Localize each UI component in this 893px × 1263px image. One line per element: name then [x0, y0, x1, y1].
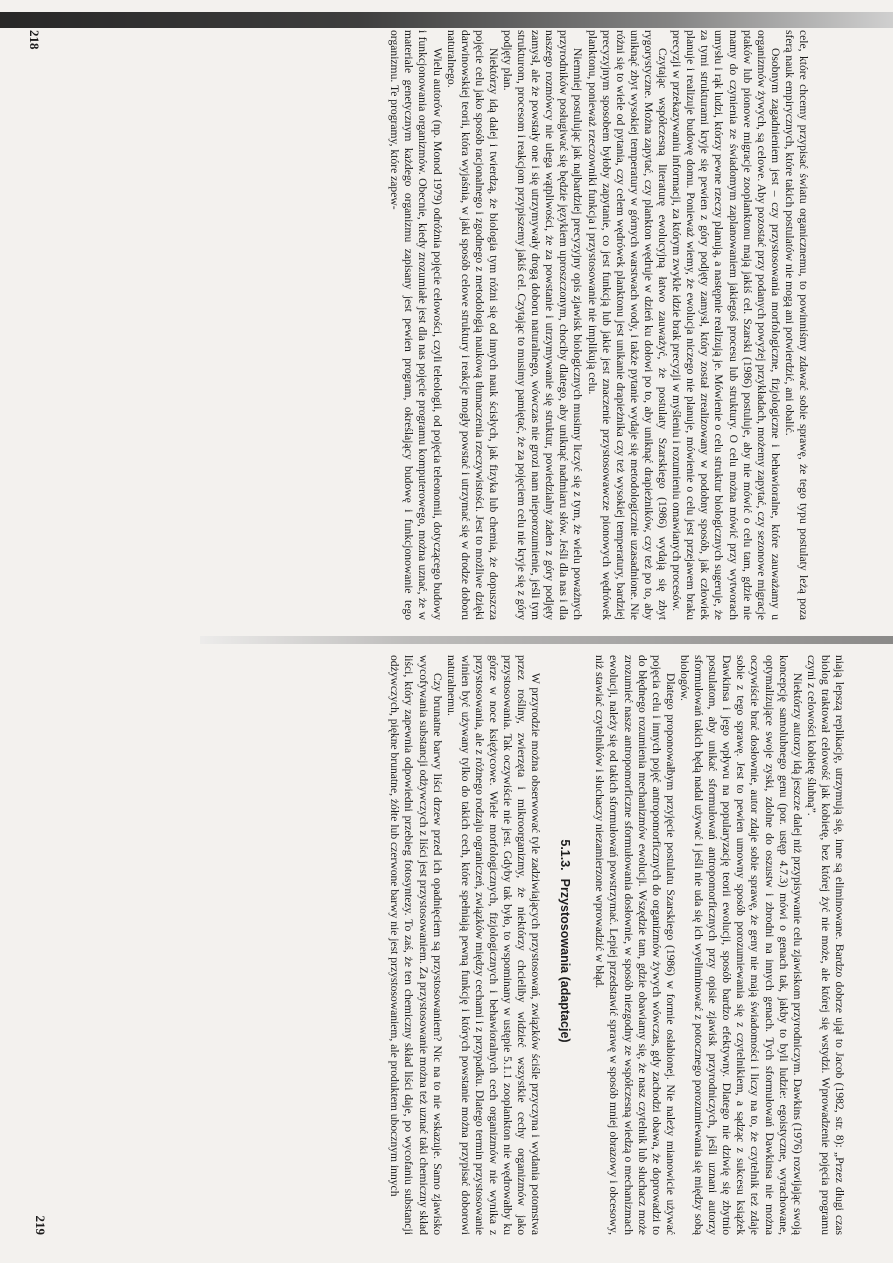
page-219	[33, 655, 846, 1235]
section-title: Przystosowania (adaptacje)	[558, 878, 573, 1043]
page-number: 219	[33, 1215, 48, 1235]
paragraph: niają lepszą replikację, utrzymują się, inne są eliminowane. Bardzo dobrze ujął to Jacob (1982, str. 8): „Przez długi czas biolog traktował celowość jak kobietę, bez której żyć nie może, ale której się wstydzi. Wprowadzenie pojęcia programu czyni z celowości kobietę ślubną”.	[804, 655, 846, 1235]
paragraph: Wielu autorów (np. Monod 1979) odróżnia pojęcie celowości, czyli teleologii, od pojęcia teleonomii, dotyczącego budowy i funkcjonowania organizmów. Obecnie, kiedy zrozumiałe jest dla nas pojęcie programu komputerowego, można uznać, że w materiale genetycznym każdego organizmu zapisany jest pewien program, określający budowę i funkcjonowanie tego organizmu. Te programy, które zapew-	[388, 30, 444, 620]
page-number: 218	[27, 30, 42, 50]
section-heading	[558, 655, 572, 1235]
paragraph: Czytając współczesną literaturę ewolucyjną łatwo zauważyć, że postulaty Szarskiego (1986) wydają się zbyt rygorystyczne. Można zapytać, czy plankton wędruje w dzień ku dołowi po to, aby uniknąć drapieżników, czy też po to, aby uniknąć zbyt wysokiej temperatury w górnych warstwach wody, i także pytanie wydaje się metodologicznie uzasadnione. Nie różni się to wiele od pytania, czy celem wędrówek planktonu jest unikanie drapieżnika czy też wysokiej temperatury, bardziej precyzyjnym sposobem byłoby zapytanie, co jest funkcją lub jakie jest znaczenie przystosowawcze pionowych wędrówek planktonu, ponieważ rzeczowniki funkcja i przystosowanie nie implikują celu.	[585, 30, 670, 620]
paragraph: Niektórzy autorzy idą jeszcze dalej niż przypisywanie celu zjawiskom przyrodniczym. Dawkins (1976) rozwijając swoją koncepcję samolubnego genu (por. ustęp 4.7.3) mówi o genach tak, jakby to byli ludzie: egoistyczne, wyrachowane, optymalizujące swoje zyski, zdolne do oszustw i zbrodni na innych genach. Tych sformułowań Dawkinsa nie można oczywiście brać dosłownie, autor zdaje sobie sprawę, że geny nie mają świadomości i liczy na to, że czytelnik też zdaje sobie z tego sprawę. Jest to pewien umowny sposób porozumiewania się z czytelnikiem, a sądząc z sukcesu książek Dawkinsa i jego wpływu na popularyzację teorii ewolucji, sposób bardzo efektywny. Dlatego nie dziwię się zbytnio postulatom, aby unikać sformułowań antropomorficznych przy opisie zjawisk przyrodniczych, jeśli uznani autorzy sformułowań takich będą nadal używać i jeśli nie uda się ich wyeliminować z potocznego porozumiewania się między sobą biologów.	[677, 655, 804, 1235]
paragraph: W przyrodzie można obserwować tyle zadziwiających przystosowań, związków ściśle przyczyna i wydania potomstwa przez rośliny, zwierzęta i mikroorganizmy, że niektórzy chcieliby widzieć wszystkie cechy organizmów jako przystosowania. Tak oczywiście nie jest. Gdyby tak było, to wspominany w ustępie 5.1.1 zooplankton nie wędrowałby ku górze w noce księżycowe. Wiele morfologicznych, fizjologicznych i behawioralnych cech organizmów nie wynika z przystosowania, ale z różnego rodzaju ograniczeń, związków między cechami i z przypadku. Dlatego termin przystosowanie winien być używany tylko do takich cech, które spełniają pewną funkcję i których powstanie można przypisać doborowi naturalnemu.	[444, 655, 543, 1235]
page-218	[27, 30, 810, 620]
paragraph: cele, które chcemy przypisać światu organicznemu, to powinniśmy zdawać sobie sprawę, że tego typu postulaty leżą poza sferą nauk empirycznych, które takich postulatów nie mogą ani potwierdzić, ani obalić.	[782, 30, 810, 620]
paragraph: Czy brunatne barwy liści drzew przed ich opadnięciem są przystosowaniem? Nic na to nie wskazuje. Samo zjawisko wycofywania substancji odżywczych z liści jest przystosowaniem. Za przystosowanie można też uznać taki chemiczny skład liści, który zapewnia odpowiedni przebieg fotosyntezy. To zaś, że ten chemiczny skład liści daje, po wycofaniu substancji odżywczych, piękne brunatne, żółte lub czerwone barwy nie jest przystosowaniem, ale produktem ubocznym innych	[388, 655, 444, 1235]
book-gutter-shadow	[200, 636, 893, 644]
paragraph: Osobnym zagadnieniem jest – czy przystosowania morfologiczne, fizjologiczne i behawioralne, które zauważamy u organizmów żywych, są celowe. Aby pozostać przy podanych powyżej przykładach, możemy zapytać, czy sezonowe migracje ptaków lub pionowe migracje zooplanktonu mają jakiś cel. Szarski (1986) postuluje, aby nie mówić o celu tam, gdzie nie mamy do czynienia ze świadomym zaplanowaniem jakiegoś procesu lub struktury. O celu można mówić przy wytworach umysłu i rąk ludzi, którzy pewne rzeczy planują, a następnie realizują je. Mówienie o celu struktur biologicznych sugeruje, że za tymi strukturami kryje się pewien z góry podjęty zamysł, który został zrealizowany w podobny sposób, jak człowiek planuje i realizuje budowę domu. Ponieważ wiemy, że ewolucja niczego nie planuje, mówienie o celu jest przejawem braku precyzji w przekazywaniu informacji, za którym zwykle idzie brak precyzji w myśleniu i rozumieniu omawianych procesów.	[670, 30, 782, 620]
section-number: 5.1.3.	[558, 839, 573, 871]
paragraph: Niektórzy idą dalej i twierdzą, że biologia tym różni się od innych nauk ścisłych, jak fizyka lub chemia, że dopuszcza pojęcie celu jako sposób racjonalnego i zgodnego z metodologią naukową tłumaczenia rzeczywistości. Jest to możliwe dzięki darwinowskiej teorii, która wyjaśnia, w jaki sposób celowe struktury i reakcje mogły powstać i utrzymać się w drodze doboru naturalnego.	[444, 30, 500, 620]
scan-shadow-top	[0, 12, 893, 28]
paragraph: Niemniej postulując jak najbardziej precyzyjny opis zjawisk biologicznych musimy liczyć się z tym, że wielu poważnych przyrodników posługiwać się będzie językiem uproszczonym, chociby dlatego, aby uniknąć nadmiaru słów. Jeśli dla nas i dla naszego rozmówcy nie ulega wątpliwości, że za powstanie i utrzymywanie się struktur, powiedzialny żaden z góry podjęty zamysł, ale że powstały one i się utrzymywały drogą doboru naturalnego, wówczas nie grozi nam nieporozumienie, jeśli tym strukturom, procesom i reakcjom przypiszemy jakiś cel. Czytając to musimy pamiętać, że za pojęciem celu nie kryje się z góry podjęty plan.	[501, 30, 585, 620]
paragraph: Dlatego proponowałbym przyjęcie postulatu Szarskiego (1986) w formie osłabionej. Nie należy mianowicie używać pojęcia celu i innych pojęć antropomorficznych do organizmów żywych wówczas, gdy zachodzi obawa, że doprowadzi to do błędnego rozumienia mechanizmów ewolucji. Wszędzie tam, gdzie obawiamy się, że nasz czytelnik lub słuchacz może zrozumieć nasze antropomorficzne sformułowania dosłownie, w sposób niezgodny ze współczesną wiedzą o mechanizmach ewolucji, należy się od takich sformułowań powstrzymać. Lepiej przedstawić sprawę w sposób mniej obrazowy i obcesowy, niż stawiać czytelników i słuchaczy niezamierzone wprowadzić w błąd.	[593, 655, 677, 1235]
